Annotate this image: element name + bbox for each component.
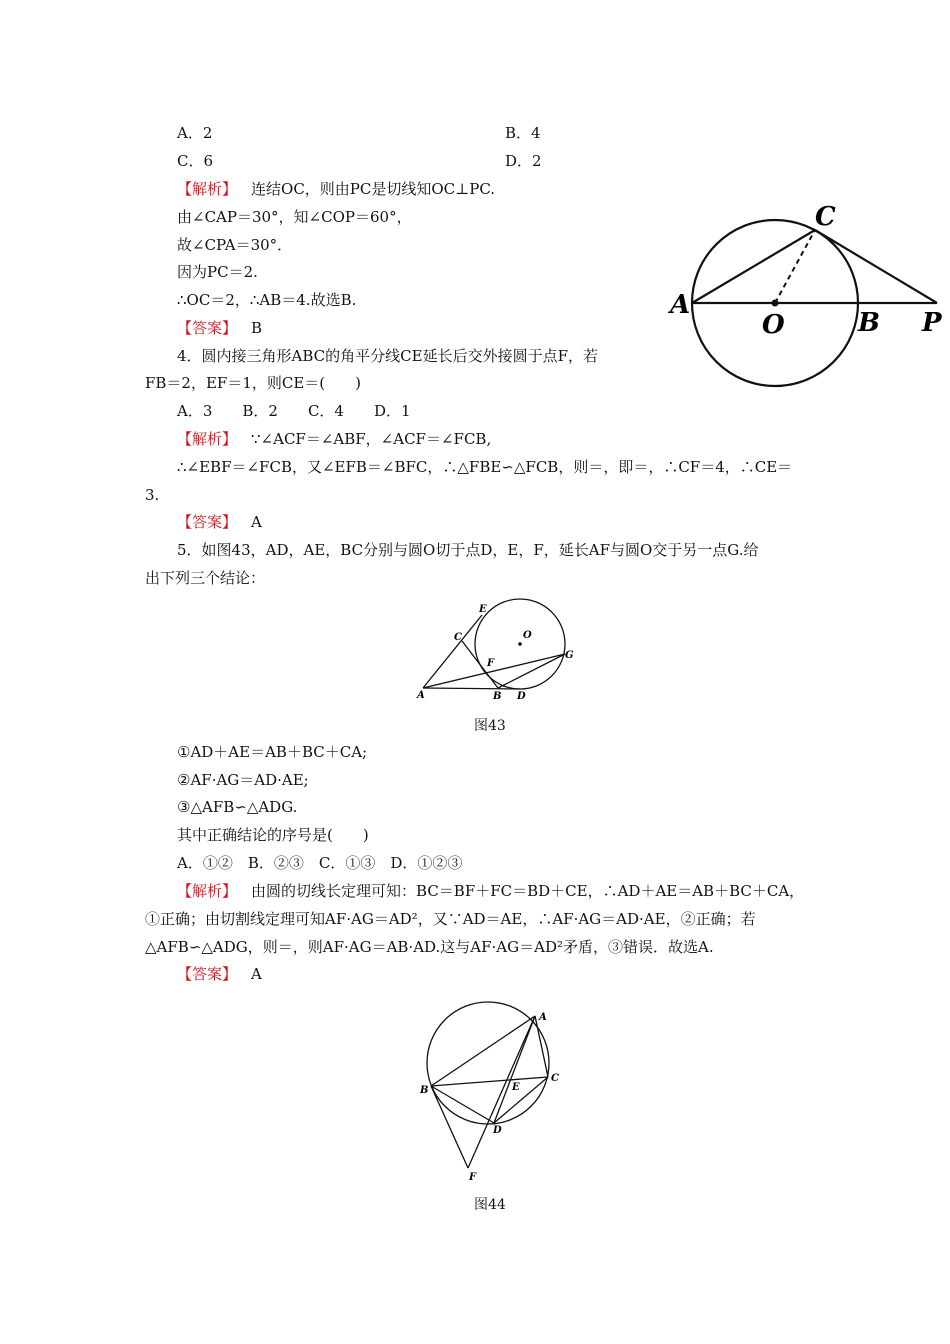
q4-options: A．3 B．2 C．4 D．1	[177, 402, 411, 420]
q5-conclusion-2: ②AF·AG＝AD·AE;	[177, 771, 309, 789]
label-c: C	[551, 1073, 559, 1084]
label-o: O	[762, 310, 785, 340]
q4-analysis	[177, 429, 491, 449]
q3-option-d: D．2	[505, 152, 542, 170]
q5-options: A．①② B．②③ C．①③ D．①②③	[177, 854, 463, 872]
circle	[427, 1002, 549, 1124]
label-a: A	[670, 290, 691, 320]
label-f: F	[469, 1172, 477, 1183]
analysis-tag: 【解析】	[177, 882, 238, 900]
line-bc	[431, 1077, 548, 1086]
figure-44-caption: 图44	[474, 1197, 506, 1213]
label-p: P	[922, 308, 942, 338]
q4-analysis-1: ∵∠ACF＝∠ABF，∠ACF＝∠FCB,	[251, 430, 492, 448]
q5-question: 其中正确结论的序号是( )	[177, 826, 369, 844]
label-d: D	[493, 1125, 502, 1136]
q5-analysis-2: ①正确；由切割线定理可知AF·AG＝AD²，又∵AD＝AE，∴AF·AG＝AD·AE，②正确；若	[145, 910, 756, 928]
q4-answer-value: A	[251, 513, 262, 531]
q5-stem-2: 出下列三个结论：	[145, 569, 266, 587]
q5-conclusion-1: ①AD＋AE＝AB＋BC＋CA;	[177, 743, 368, 761]
q3-analysis-line-3: 故∠CPA＝30°．	[177, 236, 293, 254]
label-d: D	[517, 691, 526, 702]
analysis-tag: 【解析】	[177, 180, 238, 198]
q5-answer-value: A	[251, 965, 262, 983]
line-cd	[494, 1077, 548, 1123]
line-ae	[423, 615, 482, 688]
q3-analysis-line-4: 因为PC＝2.	[177, 263, 258, 281]
q3-analysis-line-2: 由∠CAP＝30°，知∠COP＝60°，	[177, 208, 412, 226]
q3-analysis	[177, 179, 495, 199]
figure-43	[410, 598, 590, 708]
line-cp	[815, 230, 937, 303]
q4-answer	[177, 512, 262, 532]
answer-tag: 【答案】	[177, 513, 238, 531]
label-c: C	[454, 632, 462, 643]
q4-analysis-3: 3.	[145, 486, 160, 504]
label-g: G	[565, 650, 574, 661]
q5-answer	[177, 964, 262, 984]
line-ac	[535, 1016, 548, 1077]
label-c: C	[815, 202, 836, 232]
q4-analysis-2: ∴∠EBF＝∠FCB，又∠EFB＝∠BFC，∴△FBE∽△FCB，则＝，即＝，∴CF＝4，∴CE＝	[177, 458, 793, 476]
line-ac	[692, 230, 815, 303]
q3-option-b: B．4	[505, 124, 541, 142]
label-b: B	[420, 1085, 429, 1096]
label-e: E	[512, 1082, 520, 1093]
point-o	[518, 642, 522, 646]
q4-stem-1: 4．圆内接三角形ABC的角平分线CE延长后交外接圆于点F，若	[177, 347, 598, 365]
line-bd	[431, 1086, 494, 1123]
line-bf	[431, 1086, 468, 1168]
q5-analysis-3: △AFB∽△ADG，则＝，则AF·AG＝AB·AD.这与AF·AG＝AD²矛盾，③错误．故选A.	[145, 938, 714, 956]
label-f: F	[487, 658, 495, 669]
analysis-tag: 【解析】	[177, 430, 238, 448]
q3-answer	[177, 318, 262, 338]
point-o	[772, 300, 779, 307]
line-bg	[498, 654, 565, 688]
label-e: E	[479, 604, 487, 615]
q3-option-c: C．6	[177, 152, 214, 170]
label-b: B	[858, 308, 880, 338]
q5-analysis	[177, 881, 804, 901]
q3-option-a: A．2	[177, 124, 213, 142]
figure-44	[410, 1000, 580, 1190]
answer-tag: 【答案】	[177, 965, 238, 983]
answer-tag: 【答案】	[177, 319, 238, 337]
q3-answer-value: B	[251, 319, 263, 337]
label-o: O	[523, 630, 532, 641]
label-a: A	[417, 690, 425, 701]
q5-stem-1: 5．如图43，AD，AE，BC分别与圆O切于点D，E，F，延长AF与圆O交于另一点G.给	[177, 541, 759, 559]
q3-analysis-line-1: 连结OC，则由PC是切线知OC⊥PC.	[251, 180, 496, 198]
label-a: A	[539, 1012, 547, 1023]
figure-circle-tangent	[665, 195, 945, 395]
label-b: B	[493, 691, 502, 702]
q4-stem-2: FB＝2，EF＝1，则CE＝( )	[145, 374, 362, 392]
q3-analysis-line-5: ∴OC＝2，∴AB＝4.故选B.	[177, 291, 357, 309]
line-ad	[494, 1016, 535, 1123]
q5-analysis-1: 由圆的切线长定理可知：BC＝BF＋FC＝BD＋CE，∴AD＋AE＝AB＋BC＋CA，	[251, 882, 805, 900]
q5-conclusion-3: ③△AFB∽△ADG.	[177, 798, 298, 816]
figure-43-caption: 图43	[474, 718, 506, 734]
line-ad	[423, 688, 520, 689]
